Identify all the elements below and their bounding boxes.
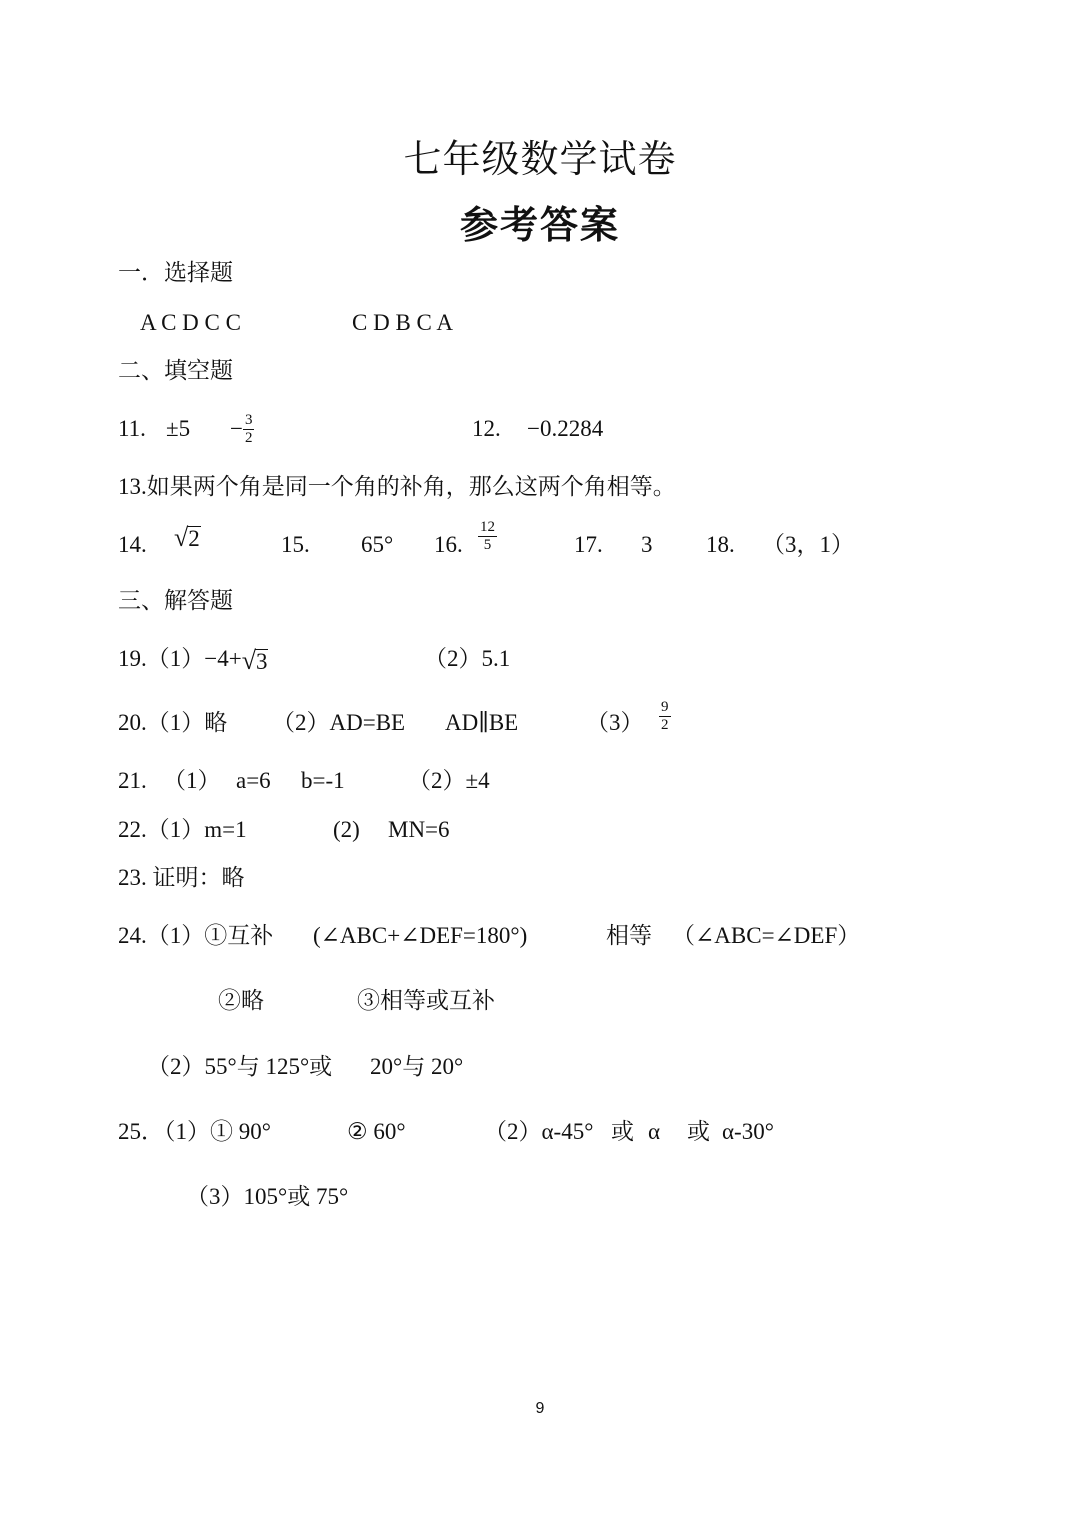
q25-or-2: 或 [687,1119,710,1144]
q15-number: 15. [281,532,310,557]
q24-equal-label: 相等 [606,923,652,948]
q19-part1-text: 19.（1）−4+ [118,646,242,671]
page-title: 七年级数学试卷 [403,139,677,181]
q22-part2-label: (2) [333,817,360,842]
q24-equation-sum: (∠ABC+∠DEF=180°) [313,923,528,948]
q20-fraction-answer [659,700,671,733]
page-number: 9 [535,1400,545,1417]
q20-fraction-denominator: 2 [661,717,669,733]
q13-answer: 13.如果两个角是同一个角的补角，那么这两个角相等。 [118,474,676,499]
choice-answers-6-10: C D B C A [352,310,453,335]
radical-sign-icon: √ [174,523,189,552]
q12-number: 12. [472,416,501,441]
radical-sign-icon: √ [241,646,256,675]
q25-part3: （3）105°或 75° [186,1184,349,1209]
q17-value: 3 [641,532,653,557]
q18-value: （3，1） [762,532,854,557]
q16-fraction-denominator: 5 [483,537,492,553]
q11-value: ±5 [166,416,191,441]
q22-part1: 22.（1）m=1 [118,817,247,842]
q25-part1-sub2: ② 60° [347,1119,406,1144]
sqrt-symbol [242,648,269,674]
q23-answer: 23. 证明：略 [118,865,245,890]
q21-part2: （2）±4 [408,768,490,793]
q11-number: 11. [118,416,146,441]
q14-radicand: 2 [188,526,200,551]
q20-part1: 20.（1）略 [118,710,228,735]
q25-or-1: 或 [611,1119,634,1144]
q19-part1 [118,644,268,674]
q24-part1: 24.（1）①互补 [118,923,274,948]
q24-sub3: ③相等或互补 [357,988,495,1013]
q25-part2-a: （2）α-45° [484,1119,594,1144]
q24-sub2: ②略 [218,988,264,1013]
q21-part1-label: （1） [163,768,221,793]
q16-fraction [478,520,497,553]
q20-parallel: AD∥BE [445,710,519,735]
q19-radicand: 3 [255,649,268,674]
q16-fraction-numerator: 12 [480,519,495,535]
section-heading-choice: 一．选择题 [118,260,233,285]
q14-sqrt [174,524,201,554]
q11-fraction [243,413,255,446]
page-subtitle: 参考答案 [459,205,620,247]
q11-negative-sign: − [230,416,243,441]
q15-value: 65° [361,532,394,557]
q21-a-value: a=6 [236,768,271,793]
q11-fraction-answer [230,406,254,452]
q20-part2: （2）AD=BE [272,710,406,735]
q20-part3: （3） [586,710,644,735]
q14-number: 14. [118,532,147,557]
section-heading-fill: 二、填空题 [118,358,233,383]
q20-fraction-numerator: 9 [661,699,669,715]
q11-fraction-denominator: 2 [244,429,253,446]
sqrt-symbol [174,525,201,551]
q25-part1-sub1: 25．（1）① 90° [118,1119,271,1144]
q18-number: 18. [706,532,735,557]
q24-equation-equal: （∠ABC=∠DEF） [672,923,861,948]
q21-number: 21. [118,768,147,793]
q16-fraction-answer [478,520,497,553]
q16-number: 16. [434,532,463,557]
q11-fraction-numerator: 3 [244,411,253,428]
q20-fraction [659,700,671,733]
q25-part2-b: α [648,1119,661,1144]
q12-value: −0.2284 [527,416,604,441]
q25-part2-c: α-30° [722,1119,774,1144]
q21-b-value: b=-1 [301,768,345,793]
q19-part2: （2）5.1 [424,646,511,671]
section-heading-solve: 三、解答题 [118,588,233,613]
q24-part2-alt: 20°与 20° [370,1054,464,1079]
choice-answers-1-5: A C D C C [140,310,241,335]
q24-part2: （2）55°与 125°或 [147,1054,333,1079]
q17-number: 17. [574,532,603,557]
q22-part2-value: MN=6 [388,817,450,842]
